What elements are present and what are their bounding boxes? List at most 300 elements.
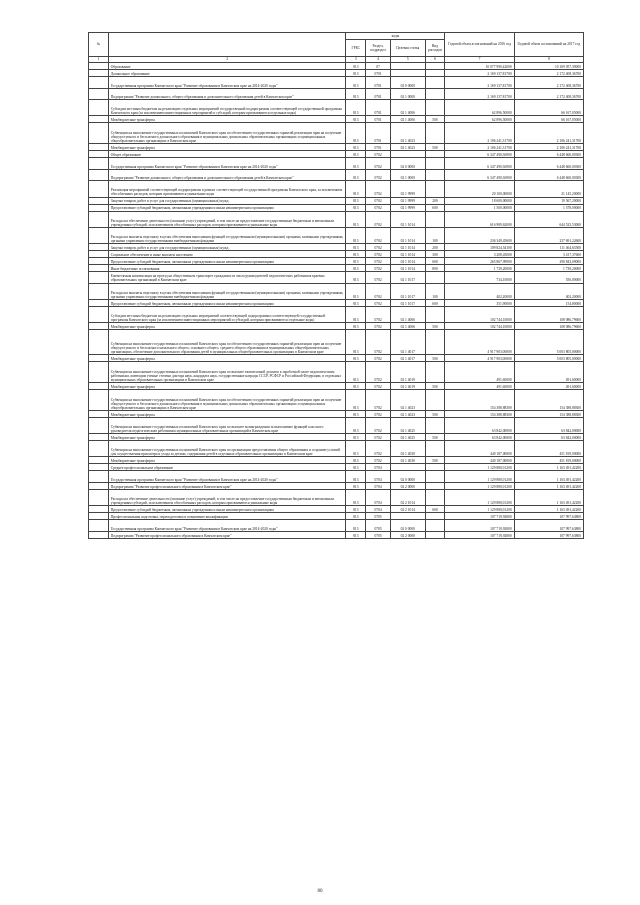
cell-target: 02 1 4006 — [390, 100, 425, 116]
table-row — [89, 243, 584, 250]
cell-number — [89, 151, 109, 158]
cell-target: 02 1 1014 — [390, 227, 425, 243]
cell-target: 02 1 4023 — [390, 390, 425, 411]
table-row — [89, 434, 584, 441]
cell-section: 0702 — [366, 362, 391, 383]
table-row — [89, 197, 584, 204]
cell-amount-2017: 2 172 408,36700 — [514, 88, 583, 100]
cell-vid: 200 — [425, 243, 445, 250]
cell-name: Подпрограмма "Развитие профессионального образования в Камчатском крае" — [108, 482, 346, 489]
table-row — [89, 227, 584, 243]
cell-section: 0702 — [366, 383, 391, 390]
cell-number — [89, 520, 109, 532]
cell-amount-2017: 6 448 660,00300 — [514, 151, 583, 158]
cell-target: 02 1 4023 — [390, 123, 425, 144]
cell-section: 0702 — [366, 410, 391, 417]
cell-amount-2017: 66 167,05000 — [514, 100, 583, 116]
column-number-cell: 6 — [425, 57, 445, 63]
cell-number — [89, 322, 109, 329]
table-row — [89, 63, 584, 70]
cell-number — [89, 306, 109, 322]
cell-target: 02 1 0000 — [390, 88, 425, 100]
cell-grbs: 813 — [346, 283, 366, 299]
cell-amount-2016: 402,20000 — [445, 283, 514, 299]
table-row — [89, 250, 584, 257]
cell-amount-2017: 154 388,88300 — [514, 390, 583, 411]
cell-vid — [425, 471, 445, 483]
cell-section: 0705 — [366, 513, 391, 520]
cell-amount-2017: 108 086,79600 — [514, 322, 583, 329]
cell-section: 0702 — [366, 227, 391, 243]
column-number-cell: 3 — [346, 57, 366, 63]
cell-amount-2017: 451 819,00000 — [514, 457, 583, 464]
cell-amount-2017: 2 106 241,31700 — [514, 123, 583, 144]
cell-number — [89, 434, 109, 441]
cell-amount-2017: 3 417,37600 — [514, 250, 583, 257]
cell-grbs: 813 — [346, 77, 366, 89]
cell-vid: 500 — [425, 116, 445, 123]
cell-grbs: 813 — [346, 204, 366, 211]
cell-name: Субвенции на выполнение государственных полномочий Камчатского края по организации предоставления общего образования и созданию условий для осуществления присмотра и ухода за детьми, содержания детей в отдельных образовательных организациях в Камчатском крае — [108, 441, 346, 457]
cell-section: 0705 — [366, 520, 391, 532]
cell-section: 0702 — [366, 264, 391, 271]
cell-vid — [425, 489, 445, 505]
cell-name: Государственная программа Камчатского края "Развитие образования в Камчатском крае на 2014-2020 годы" — [108, 77, 346, 89]
table-row — [89, 482, 584, 489]
table-row — [89, 329, 584, 354]
cell-section: 0702 — [366, 169, 391, 181]
cell-name: Субсидии местным бюджетам на реализацию отдельных мероприятий государственной подпрограммы соответствующей государственной программы Камчатского края (за исключением инвестиционных мероприятий и субсидий, которым присваиваются отдельные коды) — [108, 100, 346, 116]
cell-number — [89, 531, 109, 538]
cell-vid — [425, 151, 445, 158]
cell-target: 02 2 0000 — [390, 531, 425, 538]
cell-amount-2017: 6 448 660,00300 — [514, 158, 583, 170]
cell-amount-2017: 66 167,05000 — [514, 116, 583, 123]
cell-target: 02 1 4025 — [390, 434, 425, 441]
cell-amount-2017: 2 172 408,36700 — [514, 77, 583, 89]
cell-amount-2017: 63 842,00000 — [514, 434, 583, 441]
cell-target: 02 1 4019 — [390, 362, 425, 383]
cell-name: Профессиональная подготовка, переподготовка и повышение квалификации — [108, 513, 346, 520]
table-row — [89, 283, 584, 299]
table-row — [89, 181, 584, 197]
cell-name: Межбюджетные трансферты — [108, 322, 346, 329]
cell-vid: 500 — [425, 457, 445, 464]
cell-number — [89, 362, 109, 383]
cell-amount-2017: 19 567,20000 — [514, 197, 583, 204]
cell-vid: 600 — [425, 257, 445, 264]
cell-section: 0702 — [366, 151, 391, 158]
cell-section: 0702 — [366, 329, 391, 354]
cell-grbs: 813 — [346, 169, 366, 181]
cell-amount-2017: 1 163 491,42200 — [514, 489, 583, 505]
cell-amount-2017: 6 448 660,00300 — [514, 169, 583, 181]
cell-vid: 200 — [425, 197, 445, 204]
cell-vid: 600 — [425, 299, 445, 306]
cell-section: 0701 — [366, 116, 391, 123]
cell-number — [89, 123, 109, 144]
cell-number — [89, 271, 109, 283]
table-header — [89, 33, 584, 63]
cell-number — [89, 410, 109, 417]
cell-name: Межбюджетные трансферты — [108, 410, 346, 417]
cell-grbs: 813 — [346, 250, 366, 257]
table-row — [89, 299, 584, 306]
cell-target: 02 1 1017 — [390, 299, 425, 306]
cell-number — [89, 329, 109, 354]
cell-section: 0704 — [366, 506, 391, 513]
table-row — [89, 441, 584, 457]
cell-grbs: 813 — [346, 123, 366, 144]
cell-section: 0702 — [366, 283, 391, 299]
cell-target: 02 0 0000 — [390, 520, 425, 532]
cell-number — [89, 457, 109, 464]
cell-number — [89, 264, 109, 271]
cell-amount-2017: 402,20000 — [514, 283, 583, 299]
cell-grbs: 813 — [346, 471, 366, 483]
cell-amount-2017: 556,00000 — [514, 271, 583, 283]
cell-name: Предоставление субсидий бюджетным, автономным учреждениям и иным некоммерческим организациям — [108, 204, 346, 211]
cell-grbs: 813 — [346, 88, 366, 100]
cell-grbs: 813 — [346, 151, 366, 158]
cell-amount-2017: 1 163 491,42200 — [514, 464, 583, 471]
cell-amount-2017: 1 739,20000 — [514, 264, 583, 271]
cell-section: 0701 — [366, 88, 391, 100]
cell-target: 02 1 4025 — [390, 417, 425, 433]
cell-number — [89, 283, 109, 299]
cell-section: 0705 — [366, 531, 391, 538]
header-grbs: ГРБС — [346, 40, 366, 57]
cell-amount-2016: 440 187,00000 — [445, 457, 514, 464]
cell-amount-2016: 1 129 880,01200 — [445, 464, 514, 471]
cell-target: 02 1 4023 — [390, 410, 425, 417]
cell-amount-2016: 1 129 880,01200 — [445, 471, 514, 483]
cell-amount-2016: 6 347 490,36900 — [445, 158, 514, 170]
cell-amount-2016: 2 169 137,81700 — [445, 77, 514, 89]
cell-number — [89, 471, 109, 483]
cell-name: Реализация мероприятий соответствующей подпрограммы в рамках соответствующей государственной программы Камчатского края, за исключением обособленных расходов, которым присваиваются уникальные коды — [108, 181, 346, 197]
header-target: Целевая статья — [390, 40, 425, 57]
cell-amount-2016: 3 208,45000 — [445, 250, 514, 257]
cell-target: 02 0 0000 — [390, 158, 425, 170]
cell-section: 07 — [366, 63, 391, 70]
cell-amount-2017: 290 843,09000 — [514, 257, 583, 264]
cell-section: 0701 — [366, 123, 391, 144]
cell-amount-2016: 62 896,50000 — [445, 116, 514, 123]
cell-amount-2016: 1 129 880,01200 — [445, 489, 514, 505]
cell-grbs: 813 — [346, 181, 366, 197]
cell-grbs: 813 — [346, 211, 366, 227]
cell-section: 0704 — [366, 482, 391, 489]
cell-amount-2016: 10 077 990,42000 — [445, 63, 514, 70]
cell-amount-2017: 1 578,00000 — [514, 204, 583, 211]
cell-amount-2016: 102 744,10000 — [445, 322, 514, 329]
cell-grbs: 813 — [346, 520, 366, 532]
cell-name: Расходы на обеспечение деятельности (оказание услуг) учреждений, в том числе на предоставление государственным бюджетным и автономным учреждениям субсидий, за исключением обособленных расходов, которым присваиваются уникальные коды — [108, 211, 346, 227]
table-row — [89, 70, 584, 77]
cell-vid — [425, 329, 445, 354]
table-row — [89, 123, 584, 144]
cell-vid — [425, 513, 445, 520]
cell-name: Среднее профессиональное образование — [108, 464, 346, 471]
cell-target: 02 1 4017 — [390, 329, 425, 354]
cell-name: Иные бюджетные ассигнования — [108, 264, 346, 271]
cell-grbs: 813 — [346, 100, 366, 116]
cell-target: 02 2 1014 — [390, 506, 425, 513]
cell-target: 02 1 4006 — [390, 116, 425, 123]
cell-amount-2017: 237 691,22600 — [514, 227, 583, 243]
cell-section: 0702 — [366, 181, 391, 197]
cell-amount-2016: 63 842,00000 — [445, 417, 514, 433]
table-row — [89, 169, 584, 181]
cell-target: 02 1 9999 — [390, 204, 425, 211]
cell-amount-2016: 734,10000 — [445, 271, 514, 283]
cell-target: 02 1 1014 — [390, 211, 425, 227]
cell-section: 0702 — [366, 243, 391, 250]
cell-amount-2016: 616 989,62000 — [445, 211, 514, 227]
cell-grbs: 813 — [346, 144, 366, 151]
header-codes-group: коды — [346, 33, 445, 40]
header-number: № — [89, 33, 109, 57]
table-row — [89, 520, 584, 532]
cell-vid: 500 — [425, 434, 445, 441]
header-name — [108, 33, 346, 57]
cell-name: Межбюджетные трансферты — [108, 144, 346, 151]
cell-vid: 500 — [425, 322, 445, 329]
table-row — [89, 489, 584, 505]
cell-amount-2016: 62 896,50000 — [445, 100, 514, 116]
cell-amount-2016: 20 100,00000 — [445, 181, 514, 197]
cell-target: 02 1 4006 — [390, 306, 425, 322]
cell-name: Межбюджетные трансферты — [108, 457, 346, 464]
cell-section: 0702 — [366, 306, 391, 322]
cell-grbs: 813 — [346, 306, 366, 322]
cell-grbs: 813 — [346, 464, 366, 471]
cell-grbs: 813 — [346, 441, 366, 457]
cell-grbs: 813 — [346, 264, 366, 271]
cell-amount-2016: 491,60000 — [445, 383, 514, 390]
cell-grbs: 813 — [346, 329, 366, 354]
cell-amount-2017: 1 163 491,42200 — [514, 471, 583, 483]
table-row — [89, 417, 584, 433]
cell-section: 0701 — [366, 70, 391, 77]
cell-vid: 100 — [425, 227, 445, 243]
cell-number — [89, 197, 109, 204]
cell-name: Межбюджетные трансферты — [108, 383, 346, 390]
table-row — [89, 355, 584, 362]
cell-target: 02 1 4006 — [390, 322, 425, 329]
table-row — [89, 100, 584, 116]
cell-grbs: 813 — [346, 362, 366, 383]
cell-number — [89, 441, 109, 457]
table-row — [89, 362, 584, 383]
table-row — [89, 464, 584, 471]
cell-grbs: 813 — [346, 410, 366, 417]
cell-vid: 500 — [425, 410, 445, 417]
cell-amount-2016: 2 169 137,81700 — [445, 88, 514, 100]
cell-number — [89, 144, 109, 151]
cell-target: 02 1 1014 — [390, 250, 425, 257]
cell-grbs: 813 — [346, 243, 366, 250]
cell-grbs: 813 — [346, 417, 366, 433]
table-row — [89, 264, 584, 271]
cell-section: 0702 — [366, 299, 391, 306]
cell-number — [89, 70, 109, 77]
cell-target: 02 2 0000 — [390, 482, 425, 489]
cell-target: 02 1 1014 — [390, 243, 425, 250]
cell-grbs: 813 — [346, 513, 366, 520]
cell-number — [89, 158, 109, 170]
cell-amount-2017: 154 388,88300 — [514, 410, 583, 417]
cell-grbs: 813 — [346, 489, 366, 505]
cell-number — [89, 513, 109, 520]
cell-number — [89, 88, 109, 100]
table-row — [89, 383, 584, 390]
cell-number — [89, 464, 109, 471]
cell-amount-2017: 107 997,63800 — [514, 513, 583, 520]
cell-number — [89, 257, 109, 264]
column-number-cell: 7 — [445, 57, 514, 63]
cell-amount-2017: 63 842,00000 — [514, 417, 583, 433]
cell-vid — [425, 464, 445, 471]
cell-amount-2016: 491,60000 — [445, 362, 514, 383]
cell-vid: 100 — [425, 283, 445, 299]
cell-grbs: 813 — [346, 322, 366, 329]
cell-vid — [425, 70, 445, 77]
cell-amount-2017: 108 086,79600 — [514, 306, 583, 322]
cell-vid — [425, 100, 445, 116]
header-section: Раздел, подраздел — [366, 40, 391, 57]
cell-vid: 300 — [425, 250, 445, 257]
cell-section: 0701 — [366, 144, 391, 151]
cell-section: 0702 — [366, 457, 391, 464]
cell-target: 02 1 1014 — [390, 264, 425, 271]
cell-amount-2017: 1 163 491,42200 — [514, 506, 583, 513]
cell-name: Субвенции на выполнение государственных полномочий Камчатского края по выплате ежемесячной доплаты к заработной плате педагогическим работникам, имеющим ученые степени доктора наук, кандидата наук, государственные награды СССР, РСФСР и Российской Федерации, в отдельных муниципальных образовательных организациях в Камчатском крае — [108, 362, 346, 383]
cell-amount-2016: 107 719,92800 — [445, 520, 514, 532]
cell-number — [89, 489, 109, 505]
cell-amount-2016: 154 388,88300 — [445, 410, 514, 417]
cell-name: Закупка товаров, работ и услуг для государственных (муниципальных) нужд — [108, 197, 346, 204]
cell-section: 0702 — [366, 250, 391, 257]
cell-vid: 500 — [425, 144, 445, 151]
cell-vid — [425, 441, 445, 457]
cell-target: 02 1 4017 — [390, 355, 425, 362]
cell-grbs: 813 — [346, 63, 366, 70]
cell-number — [89, 506, 109, 513]
cell-amount-2017: 154,80000 — [514, 299, 583, 306]
cell-vid — [425, 88, 445, 100]
cell-vid — [425, 390, 445, 411]
cell-vid — [425, 63, 445, 70]
cell-name: Подпрограмма "Развитие дошкольного, общего образования и дополнительного образования детей в Камчатском крае" — [108, 169, 346, 181]
cell-amount-2016: 4 917 903,00000 — [445, 355, 514, 362]
cell-grbs: 813 — [346, 390, 366, 411]
cell-amount-2017: 491,60000 — [514, 383, 583, 390]
cell-amount-2017: 491,60000 — [514, 362, 583, 383]
cell-number — [89, 482, 109, 489]
cell-number — [89, 299, 109, 306]
cell-grbs: 813 — [346, 506, 366, 513]
cell-target: 02 1 4019 — [390, 383, 425, 390]
cell-name: Предоставление субсидий бюджетным, автономным учреждениям и иным некоммерческим организациям — [108, 506, 346, 513]
cell-amount-2017: 5 003 805,00000 — [514, 355, 583, 362]
cell-section: 0704 — [366, 464, 391, 471]
cell-number — [89, 169, 109, 181]
cell-number — [89, 63, 109, 70]
cell-name: Межбюджетные трансферты — [108, 434, 346, 441]
cell-vid — [425, 417, 445, 433]
cell-amount-2016: 154 388,88300 — [445, 390, 514, 411]
cell-amount-2017: 2 106 241,31700 — [514, 144, 583, 151]
cell-amount-2016: 63 842,00000 — [445, 434, 514, 441]
table-row — [89, 306, 584, 322]
column-number-cell: 2 — [108, 57, 346, 63]
cell-vid — [425, 531, 445, 538]
cell-grbs: 813 — [346, 383, 366, 390]
cell-target: 02 0 0000 — [390, 471, 425, 483]
cell-target: 02 1 9999 — [390, 197, 425, 204]
cell-vid — [425, 306, 445, 322]
cell-vid — [425, 123, 445, 144]
cell-name: Государственная программа Камчатского края "Развитие образования в Камчатском крае на 2014-2020 годы" — [108, 158, 346, 170]
cell-section: 0702 — [366, 390, 391, 411]
cell-grbs: 813 — [346, 531, 366, 538]
cell-section: 0702 — [366, 322, 391, 329]
cell-section: 0702 — [366, 257, 391, 264]
table-row — [89, 144, 584, 151]
cell-number — [89, 417, 109, 433]
cell-amount-2017: 107 997,63800 — [514, 531, 583, 538]
cell-grbs: 813 — [346, 355, 366, 362]
cell-section: 0702 — [366, 204, 391, 211]
cell-amount-2017: 5 003 805,00000 — [514, 329, 583, 354]
cell-amount-2017: 644 525,53000 — [514, 211, 583, 227]
cell-amount-2017: 2 172 408,36700 — [514, 70, 583, 77]
table-row — [89, 116, 584, 123]
cell-number — [89, 243, 109, 250]
cell-amount-2016: 2 169 137,81700 — [445, 70, 514, 77]
cell-amount-2016: 236 349,45600 — [445, 227, 514, 243]
cell-target — [390, 70, 425, 77]
cell-section: 0701 — [366, 100, 391, 116]
cell-vid — [425, 158, 445, 170]
cell-name: Расходы на обеспечение деятельности (оказание услуг) учреждений, в том числе на предоставление государственным бюджетным и автономным учреждениям субсидий, за исключением обособленных расходов, которым присваиваются уникальные коды — [108, 489, 346, 505]
cell-section: 0702 — [366, 271, 391, 283]
cell-grbs: 813 — [346, 434, 366, 441]
cell-amount-2016: 2 106 241,31700 — [445, 123, 514, 144]
cell-amount-2016: 265 867,99900 — [445, 257, 514, 264]
cell-section: 0701 — [366, 77, 391, 89]
cell-section: 0702 — [366, 441, 391, 457]
cell-vid — [425, 362, 445, 383]
cell-section: 0702 — [366, 434, 391, 441]
cell-number — [89, 211, 109, 227]
cell-grbs: 813 — [346, 158, 366, 170]
cell-amount-2017: 107 997,63800 — [514, 520, 583, 532]
cell-grbs: 813 — [346, 197, 366, 204]
budget-table — [88, 32, 584, 539]
table-row — [89, 88, 584, 100]
cell-amount-2016: 6 347 490,36900 — [445, 151, 514, 158]
cell-amount-2016: 1 500,00000 — [445, 204, 514, 211]
cell-name: Субвенции на выполнение государственных полномочий Камчатского края по выплате вознаграждения за выполнение функций классного руководителя педагогическим работникам муниципальных образовательных организаций в Камчатском крае — [108, 417, 346, 433]
table-row — [89, 151, 584, 158]
cell-name: Подпрограмма "Развитие дошкольного, общего образования и дополнительного образования детей в Камчатском крае" — [108, 88, 346, 100]
cell-vid — [425, 482, 445, 489]
cell-name: Образование — [108, 63, 346, 70]
cell-target: 02 2 1014 — [390, 489, 425, 505]
